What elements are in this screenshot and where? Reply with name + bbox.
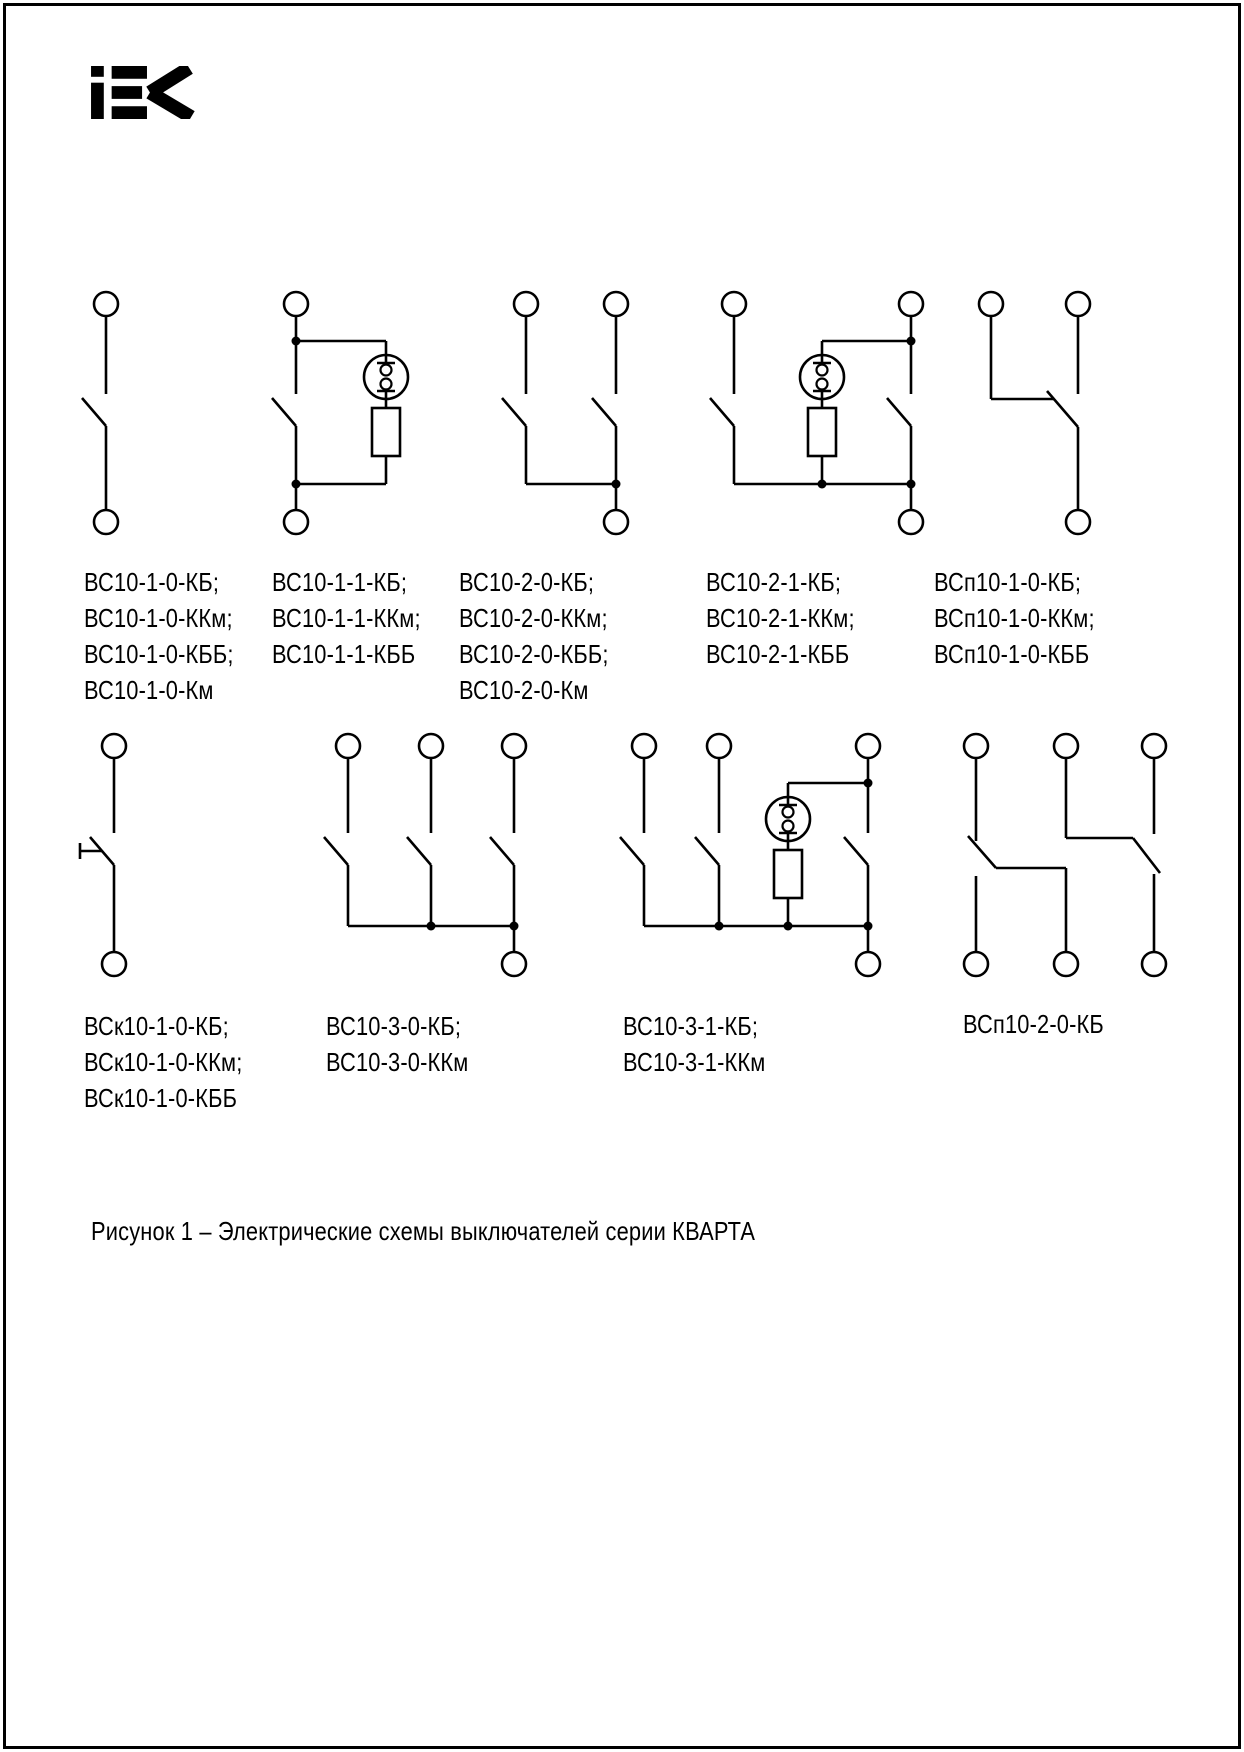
- switch-contact-icon: [272, 398, 296, 426]
- schematic-vs10-2-0: [502, 292, 628, 534]
- terminal-icon: [899, 292, 923, 316]
- schematic-label: ВС10-1-0-ККм;: [84, 603, 233, 633]
- terminal-icon: [102, 952, 126, 976]
- terminal-icon: [502, 952, 526, 976]
- schematic-vsk10-1-0: [80, 734, 126, 976]
- pushbutton-contact-icon: [80, 837, 114, 865]
- junction-dot: [427, 922, 436, 931]
- terminal-icon: [1066, 292, 1090, 316]
- resistor-icon: [808, 408, 836, 456]
- schematic-label: ВС10-1-0-КББ;: [84, 639, 234, 669]
- schematic-label: ВС10-2-1-КББ: [706, 639, 850, 669]
- schematic-label: ВС10-1-1-КБ;: [272, 567, 408, 597]
- switch-contact-icon: [407, 837, 431, 865]
- switch-contact-icon: [592, 398, 616, 426]
- schematic-label: ВС10-1-0-Км: [84, 675, 214, 705]
- schematic-label: ВС10-2-0-ККм;: [459, 603, 608, 633]
- schematic-label: ВС10-1-0-КБ;: [84, 567, 220, 597]
- resistor-icon: [774, 850, 802, 898]
- schematic-label: ВСп10-1-0-КБ;: [934, 567, 1082, 597]
- terminal-icon: [94, 292, 118, 316]
- schematic-label: ВС10-2-0-КБ;: [459, 567, 595, 597]
- terminal-icon: [419, 734, 443, 758]
- terminal-icon: [856, 952, 880, 976]
- schematic-label: ВС10-2-1-КБ;: [706, 567, 842, 597]
- terminal-icon: [336, 734, 360, 758]
- schematic-label: ВС10-3-1-ККм: [623, 1047, 766, 1077]
- changeover-blade-icon: [1047, 391, 1078, 427]
- terminal-icon: [1054, 952, 1078, 976]
- terminal-icon: [284, 510, 308, 534]
- switch-contact-icon: [695, 837, 719, 865]
- switch-contact-icon: [620, 837, 644, 865]
- schematic-label: ВСп10-2-0-КБ: [963, 1009, 1104, 1039]
- terminal-icon: [502, 734, 526, 758]
- schematic-vsp10-1-0: [979, 292, 1090, 534]
- schematic-label: ВС10-3-0-ККм: [326, 1047, 469, 1077]
- terminal-icon: [1054, 734, 1078, 758]
- schematic-label: ВС10-2-0-КББ;: [459, 639, 609, 669]
- schematic-label: ВС10-2-1-ККм;: [706, 603, 855, 633]
- schematic-vsp10-2-0: [964, 734, 1166, 976]
- schematic-vs10-3-0: [324, 734, 526, 976]
- terminal-icon: [1066, 510, 1090, 534]
- schematic-vs10-3-1: [620, 734, 880, 976]
- label-block-vsp10-1-0: [934, 564, 1095, 672]
- terminal-icon: [102, 734, 126, 758]
- schematic-label: ВСк10-1-0-КББ: [84, 1083, 238, 1113]
- label-block-vs10-3-1: [623, 1008, 765, 1080]
- terminal-icon: [94, 510, 118, 534]
- label-block-vs10-2-1: [706, 564, 855, 672]
- label-block-vs10-1-0: [84, 564, 234, 708]
- schematic-label: ВС10-2-0-Км: [459, 675, 589, 705]
- terminal-icon: [707, 734, 731, 758]
- terminal-icon: [856, 734, 880, 758]
- schematics-canvas: [6, 6, 1241, 1749]
- label-block-vs10-1-1: [272, 564, 421, 672]
- terminal-icon: [964, 734, 988, 758]
- label-block-vs10-2-0: [459, 564, 609, 708]
- switch-contact-icon: [844, 837, 868, 865]
- terminal-icon: [722, 292, 746, 316]
- terminal-icon: [1142, 734, 1166, 758]
- schematic-label: ВС10-1-1-КББ: [272, 639, 416, 669]
- schematic-label: ВСп10-1-0-ККм;: [934, 603, 1095, 633]
- switch-contact-icon: [324, 837, 348, 865]
- terminal-icon: [632, 734, 656, 758]
- junction-dot: [818, 480, 827, 489]
- switch-contact-icon: [887, 398, 911, 426]
- label-block-vsp10-2-0: [963, 1006, 1104, 1042]
- schematic-label: ВСк10-1-0-КБ;: [84, 1011, 229, 1041]
- document-page: [3, 3, 1241, 1749]
- terminal-icon: [899, 510, 923, 534]
- terminal-icon: [284, 292, 308, 316]
- switch-contact-icon: [502, 398, 526, 426]
- schematic-vs10-1-1: [272, 292, 408, 534]
- figure-caption: Рисунок 1 – Электрические схемы выключателей серии КВАРТА: [91, 1216, 756, 1246]
- terminal-icon: [604, 510, 628, 534]
- terminal-icon: [1142, 952, 1166, 976]
- junction-dot: [784, 922, 793, 931]
- terminal-icon: [604, 292, 628, 316]
- label-block-vsk10-1-0: [84, 1008, 242, 1116]
- switch-contact-icon: [490, 837, 514, 865]
- schematic-label: ВС10-3-0-КБ;: [326, 1011, 462, 1041]
- schematic-vs10-2-1: [710, 292, 923, 534]
- changeover-blade-icon: [968, 836, 996, 868]
- schematic-label: ВС10-1-1-ККм;: [272, 603, 421, 633]
- resistor-icon: [372, 408, 400, 456]
- terminal-icon: [979, 292, 1003, 316]
- schematic-label: ВС10-3-1-КБ;: [623, 1011, 759, 1041]
- switch-contact-icon: [710, 398, 734, 426]
- terminal-icon: [514, 292, 538, 316]
- schematic-label: ВСп10-1-0-КББ: [934, 639, 1090, 669]
- changeover-blade-icon: [1133, 838, 1160, 873]
- label-block-vs10-3-0: [326, 1008, 468, 1080]
- switch-contact-icon: [82, 398, 106, 426]
- terminal-icon: [964, 952, 988, 976]
- junction-dot: [715, 922, 724, 931]
- schematic-vs10-1-0: [82, 292, 118, 534]
- schematic-label: ВСк10-1-0-ККм;: [84, 1047, 243, 1077]
